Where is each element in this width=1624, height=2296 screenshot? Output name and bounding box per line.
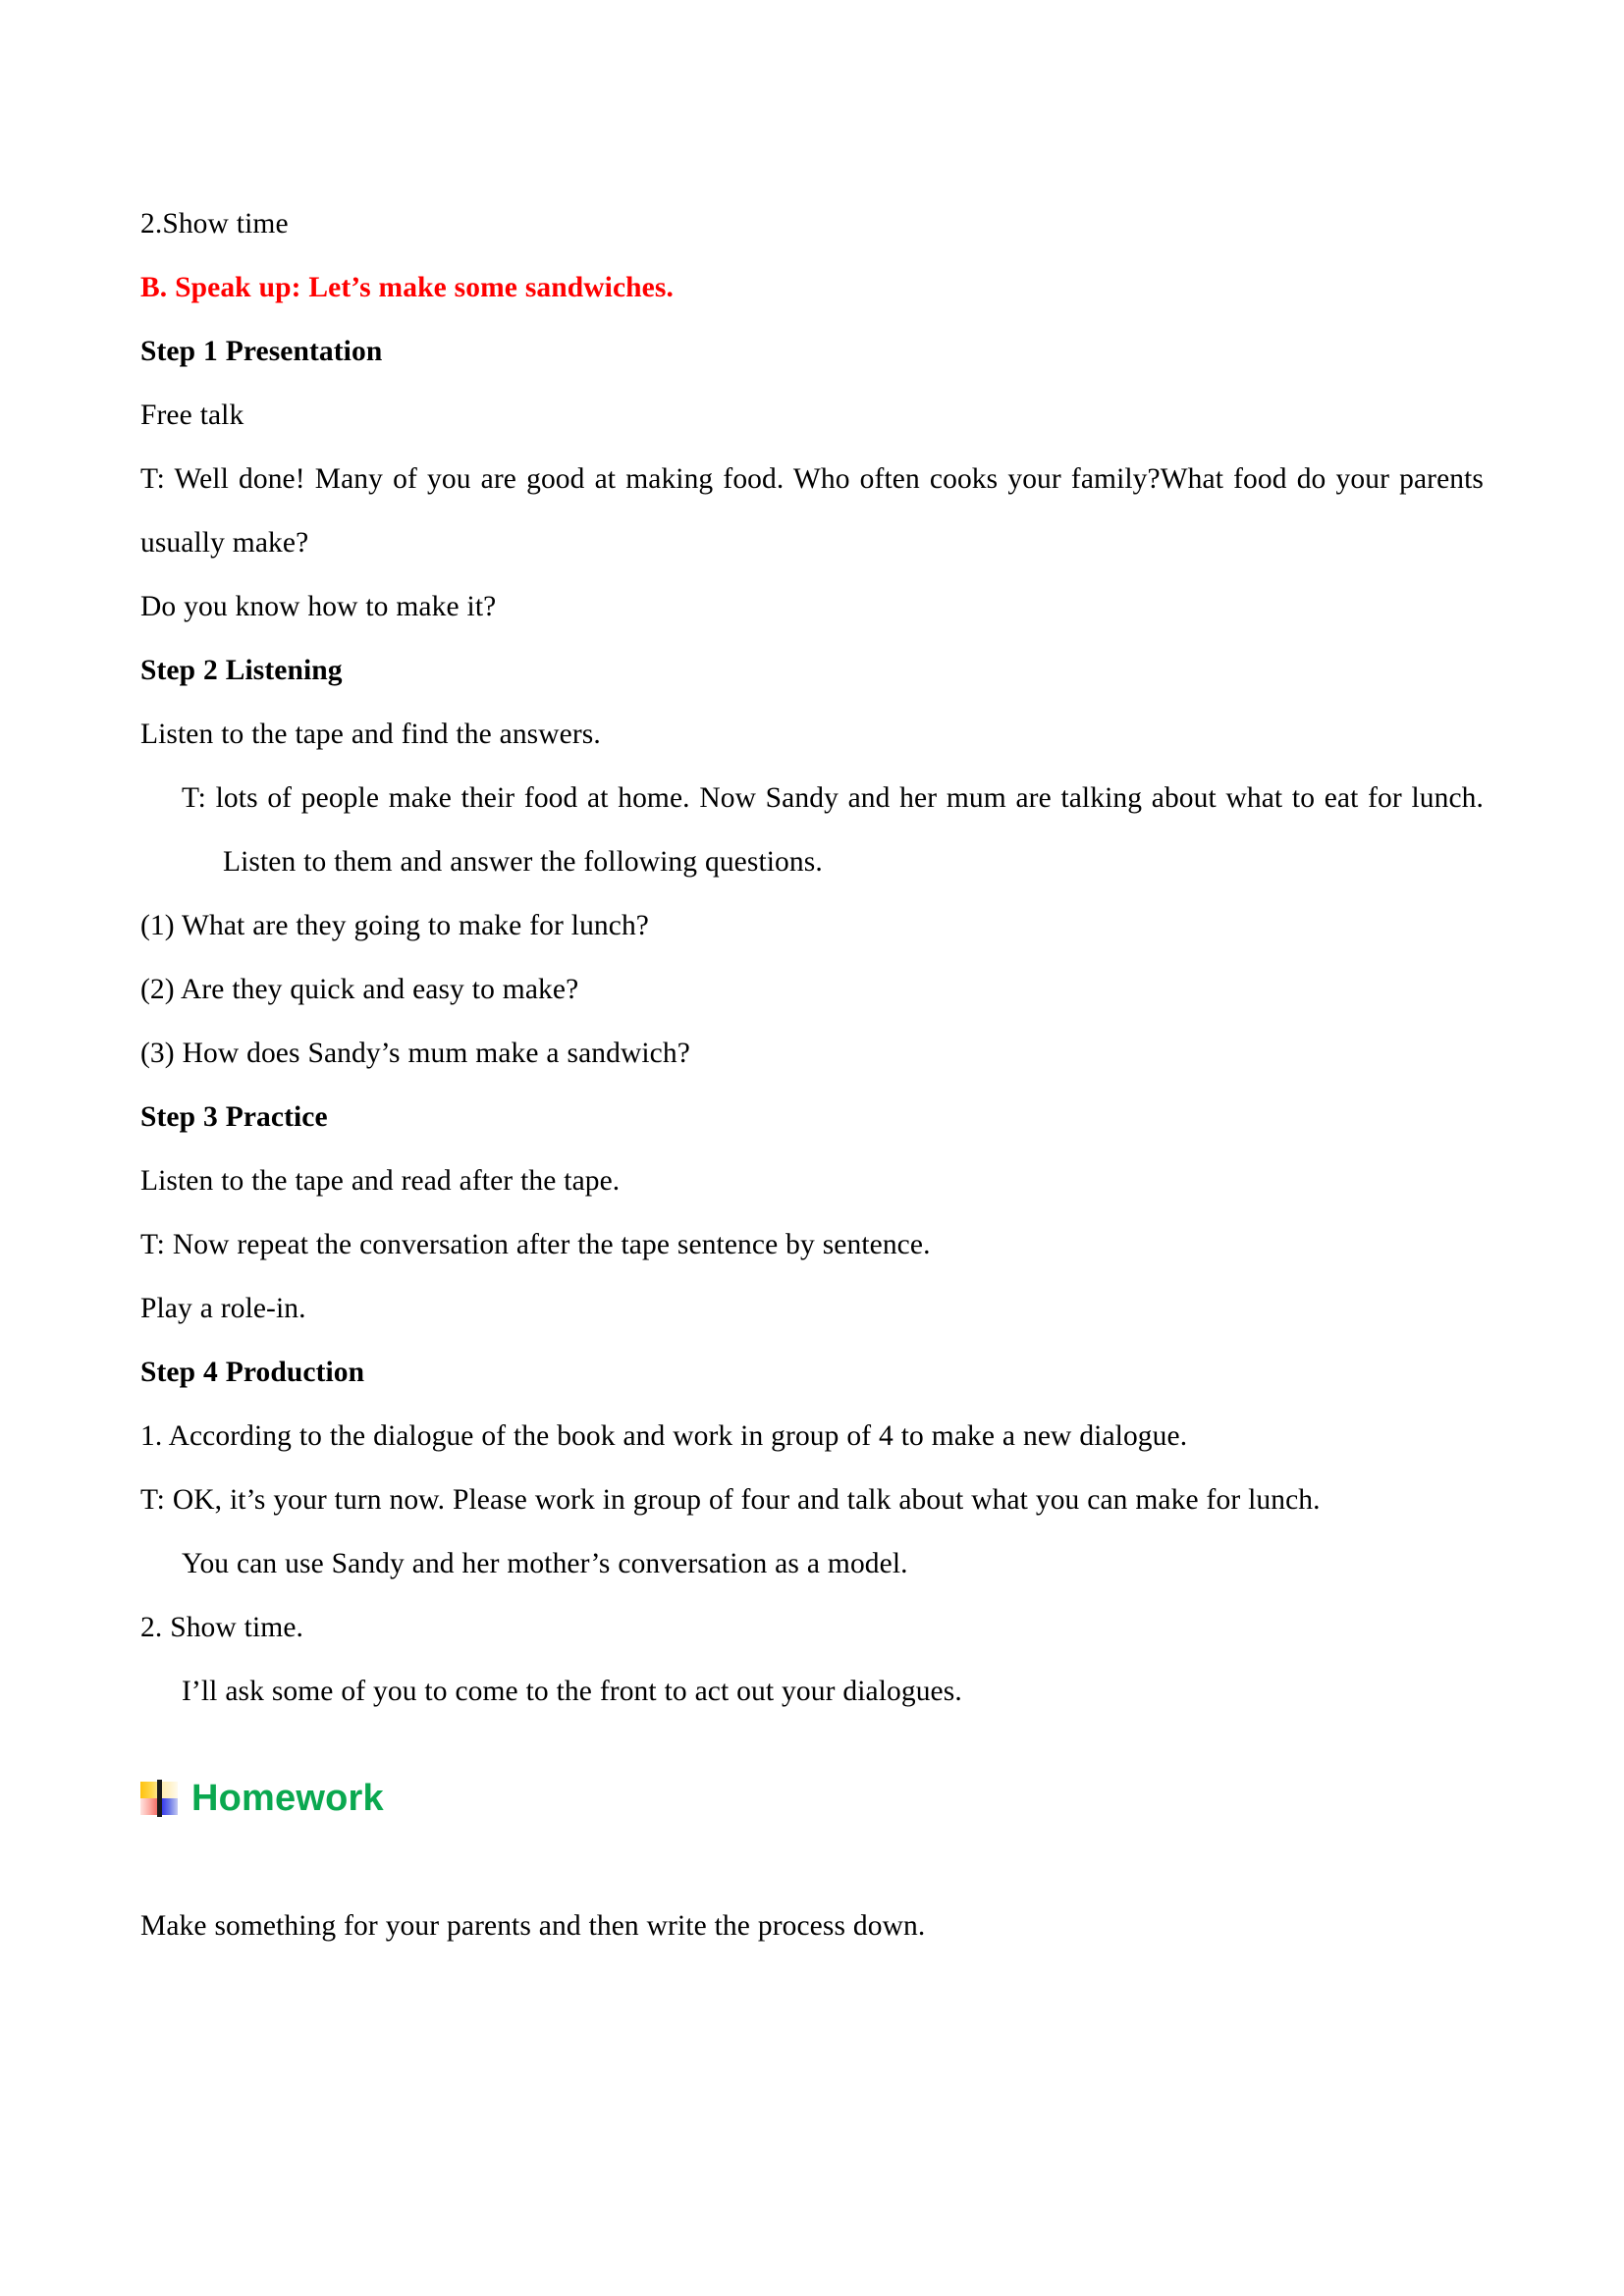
paragraph-homework-body: Make something for your parents and then write the process down. [140, 1910, 926, 1942]
homework-heading-label: Homework [191, 1778, 384, 1819]
paragraph-question-3: (3) How does Sandy’s mum make a sandwich? [140, 1038, 690, 1069]
document-body [140, 192, 1491, 1958]
paragraph-play-a-role: Play a role-in. [140, 1293, 306, 1324]
paragraph-teacher-ok-your-turn-line2: You can use Sandy and her mother’s conversation as a model. [182, 1548, 908, 1579]
paragraph-do-you-know: Do you know how to make it? [140, 591, 497, 622]
paragraph-question-1: (1) What are they going to make for lunch? [140, 910, 650, 941]
paragraph-production-item-1: 1. According to the dialogue of the book and work in group of 4 to make a new dialogue. [140, 1420, 1188, 1452]
paragraph-teacher-ok-your-turn: T: OK, it’s your turn now. Please work in group of four and talk about what you can make for lunch. [140, 1484, 1321, 1516]
paragraph-teacher-now-repeat: T: Now repeat the conversation after the tape sentence by sentence. [140, 1229, 931, 1260]
paragraph-show-time-top: 2.Show time [140, 208, 289, 240]
heading-step-1-presentation: Step 1 Presentation [140, 336, 383, 367]
heading-step-3-practice: Step 3 Practice [140, 1101, 328, 1133]
paragraph-listen-read-after-tape: Listen to the tape and read after the tape. [140, 1165, 621, 1197]
four-quadrant-bullet-icon [140, 1780, 178, 1817]
paragraph-ill-ask-some: I’ll ask some of you to come to the front to act out your dialogues. [182, 1676, 962, 1707]
paragraph-teacher-well-done: T: Well done! Many of you are good at making food. Who often cooks your family?What food do your parents usually make? [140, 463, 1491, 559]
heading-speak-up: B. Speak up: Let’s make some sandwiches. [140, 272, 674, 303]
paragraph-teacher-lots-of-people: T: lots of people make their food at home. Now Sandy and her mum are talking about what to eat for lunch. Listen to them and answer the following questions. [182, 782, 1491, 878]
paragraph-production-item-2: 2. Show time. [140, 1612, 303, 1643]
heading-homework [140, 1779, 1484, 1818]
heading-step-4-production: Step 4 Production [140, 1357, 365, 1388]
paragraph-question-2: (2) Are they quick and easy to make? [140, 974, 579, 1005]
bullet-vertical-bar [157, 1780, 162, 1817]
paragraph-free-talk: Free talk [140, 400, 244, 431]
paragraph-listen-find-answers: Listen to the tape and find the answers. [140, 719, 601, 750]
heading-step-2-listening: Step 2 Listening [140, 655, 343, 686]
spacer-after-homework-heading [140, 1818, 1484, 1895]
